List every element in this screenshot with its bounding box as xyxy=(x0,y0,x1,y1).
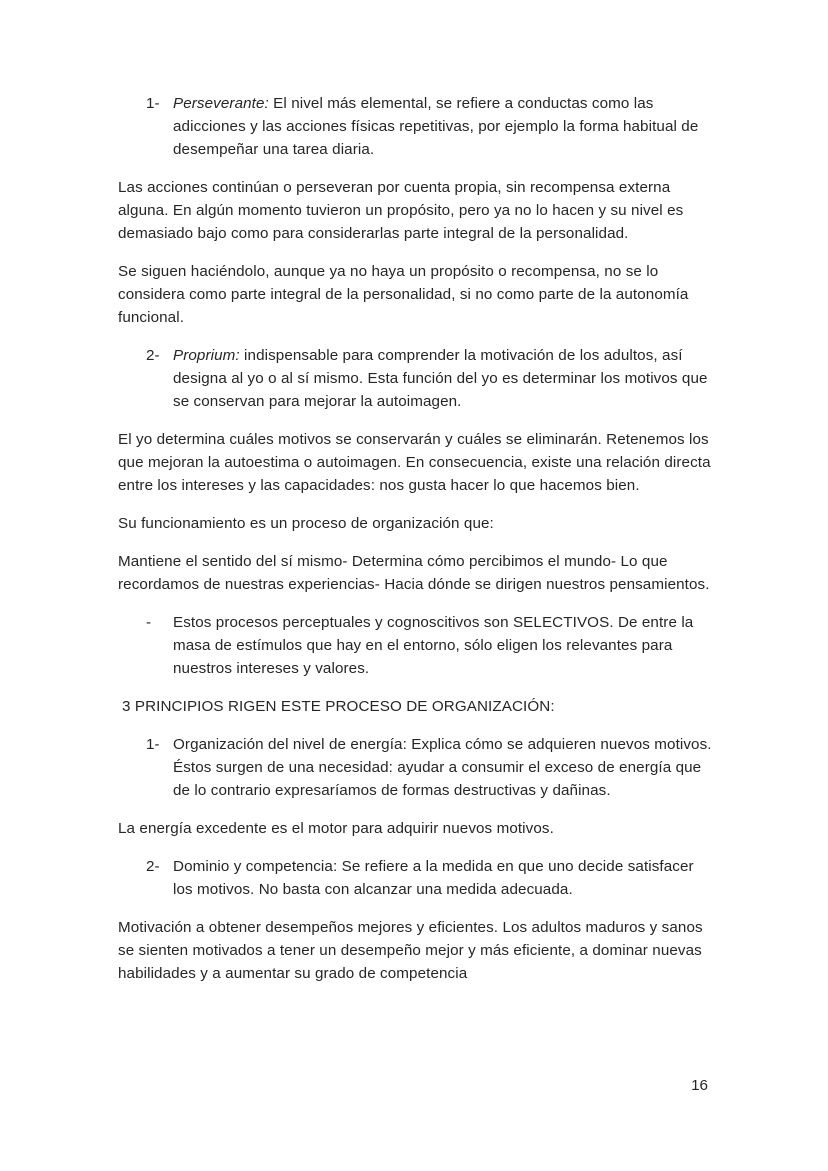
list-item-text xyxy=(173,92,712,161)
paragraph-motivacion-desempenos: Motivación a obtener desempeños mejores y eficientes. Los adultos maduros y sanos se sienten motivados a tener un desempeño mejor y más eficiente, a dominar nuevas habilidades y a aumentar su grado de competencia xyxy=(118,919,703,982)
item-body-text: Estos procesos perceptuales y cognoscitivos son SELECTIVOS. De entre la masa de estímulos que hay en el entorno, sólo eligen los relevantes para nuestros intereses y valores. xyxy=(173,614,694,677)
paragraph-se-siguen: Se siguen haciéndolo, aunque ya no haya un propósito o recompensa, no se lo considera como parte integral de la personalidad, si no como parte de la autonomía funcional. xyxy=(118,263,689,326)
list-item-text xyxy=(173,855,712,901)
paragraph-la-energia-excedente: La energía excedente es el motor para adquirir nuevos motivos. xyxy=(118,820,554,837)
list-marker: 2- xyxy=(146,347,160,364)
paragraph-las-acciones: Las acciones continúan o perseveran por cuenta propia, sin recompensa externa alguna. En algún momento tuvieron un propósito, pero ya no lo hacen y su nivel es demasiado bajo como para considerarlas parte integral de la personalidad. xyxy=(118,179,684,242)
item-body-text: indispensable para comprender la motivación de los adultos, así designa al yo o al sí mismo. Esta función del yo es determinar los motivos que se conservan para mejorar la autoimagen. xyxy=(173,347,708,410)
list-marker: 1- xyxy=(146,736,160,753)
item-body-text: Organización del nivel de energía: Explica cómo se adquieren nuevos motivos. Éstos surgen de una necesidad: ayudar a consumir el exceso de energía que de lo contrario expresaríamos de formas destructivas y dañinas. xyxy=(173,736,712,799)
numbered-item-dominio-competencia xyxy=(146,855,712,901)
paragraph-su-funcionamiento: Su funcionamiento es un proceso de organización que: xyxy=(118,515,494,532)
list-marker: 2- xyxy=(146,858,160,875)
page-number: 16 xyxy=(691,1077,708,1094)
item-lead-italic: Proprium: xyxy=(173,347,240,364)
dash-item-procesos-selectivos xyxy=(146,611,712,680)
list-item-text xyxy=(173,733,712,802)
paragraph-el-yo-determina: El yo determina cuáles motivos se conservarán y cuáles se eliminarán. Retenemos los que mejoran la autoestima o autoimagen. En consecuencia, existe una relación directa entre los intereses y las capacidades: nos gusta hacer lo que hacemos bien. xyxy=(118,431,711,494)
section-heading-principios: 3 PRINCIPIOS RIGEN ESTE PROCESO DE ORGANIZACIÓN: xyxy=(122,698,555,715)
numbered-item-organizacion-energia xyxy=(146,733,712,802)
item-body-text: El nivel más elemental, se refiere a conductas como las adicciones y las acciones físicas repetitivas, por ejemplo la forma habitual de desempeñar una tarea diaria. xyxy=(173,95,699,158)
item-body-text: Dominio y competencia: Se refiere a la medida en que uno decide satisfacer los motivos. No basta con alcanzar una medida adecuada. xyxy=(173,858,694,898)
item-lead-italic: Perseverante: xyxy=(173,95,269,112)
list-marker: 1- xyxy=(146,95,160,112)
list-item-text xyxy=(173,344,712,413)
list-marker: - xyxy=(146,614,152,631)
numbered-item-perseverante xyxy=(146,92,712,161)
list-item-text xyxy=(173,611,712,680)
paragraph-mantiene-el-sentido: Mantiene el sentido del sí mismo- Determina cómo percibimos el mundo- Lo que recordamos de nuestras experiencias- Hacia dónde se dirigen nuestros pensamientos. xyxy=(118,553,710,593)
numbered-item-proprium xyxy=(146,344,712,413)
